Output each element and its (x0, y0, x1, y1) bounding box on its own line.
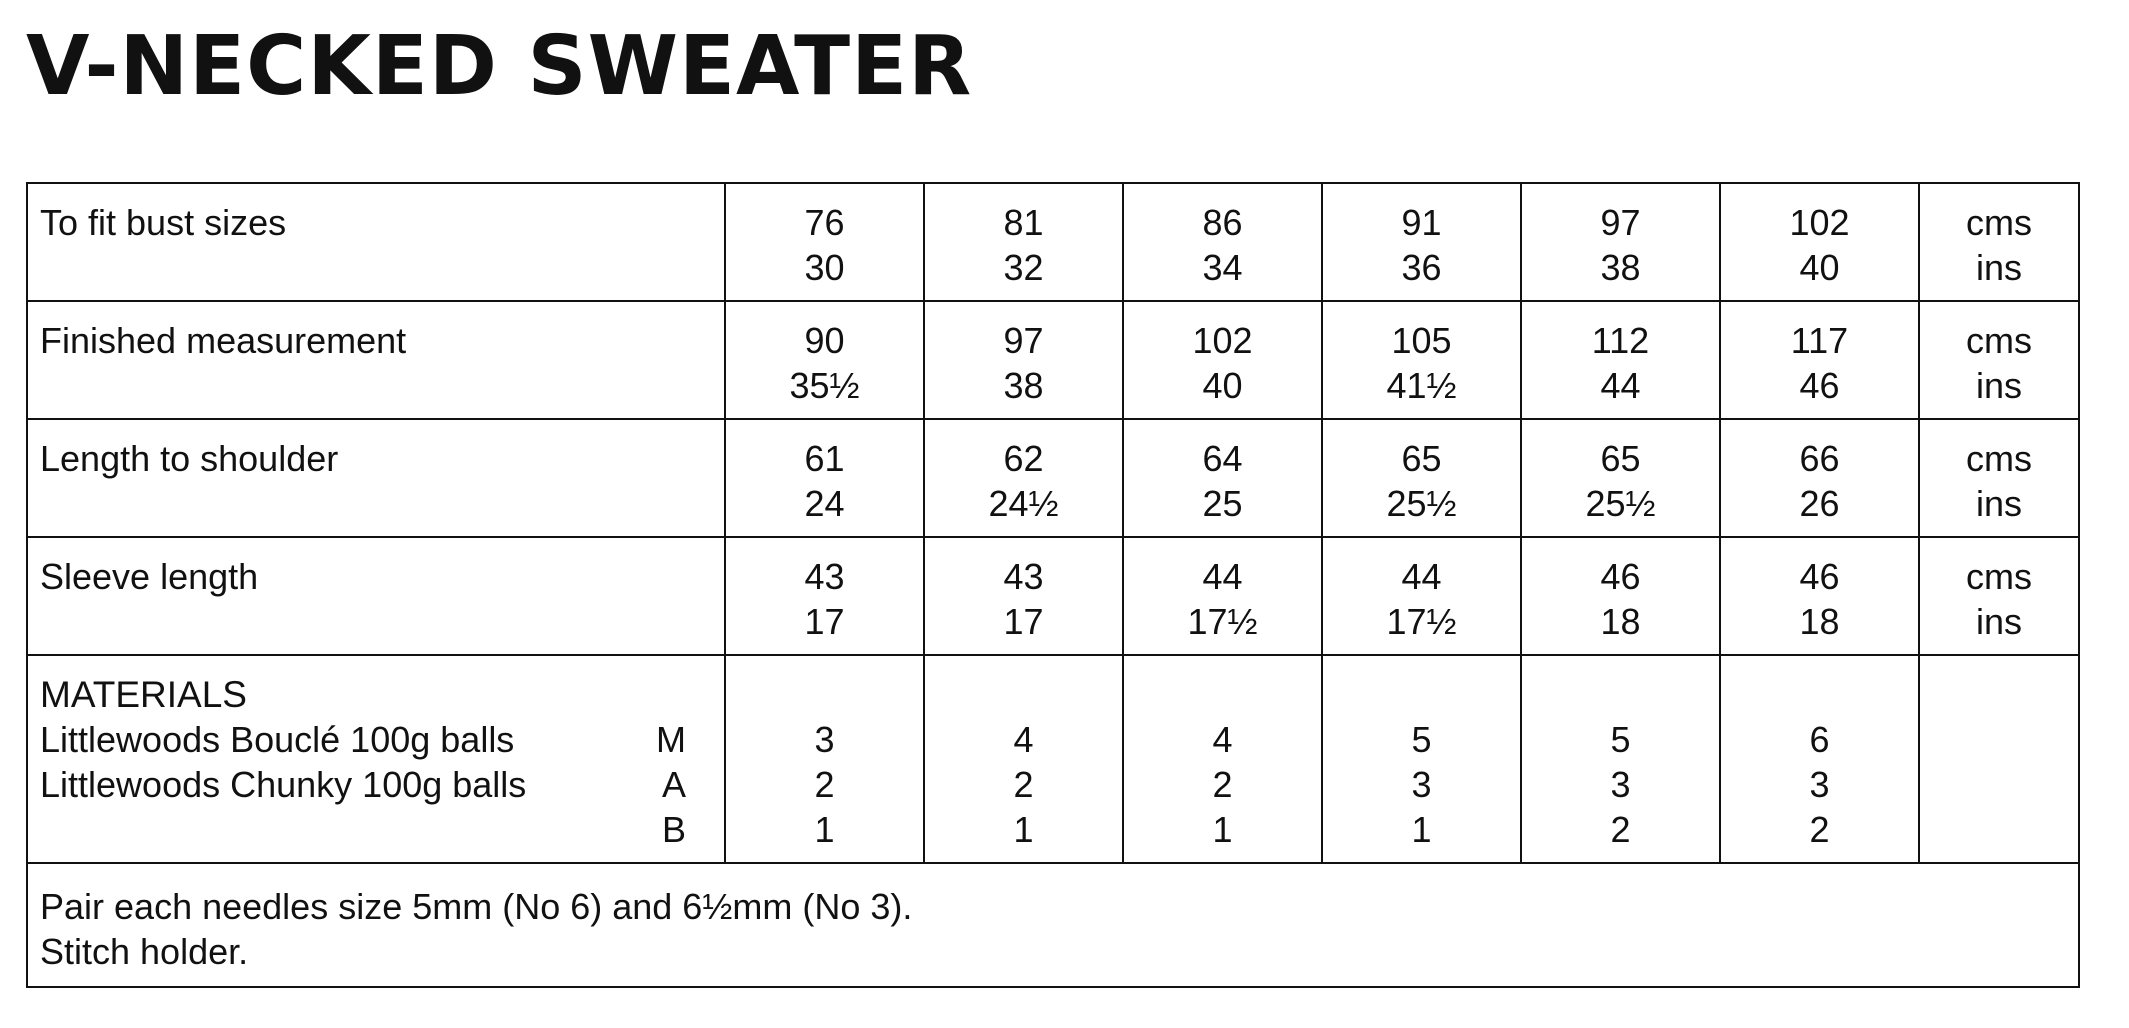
ball-count: 2 (1610, 809, 1631, 850)
cms-value: 76 (804, 202, 845, 243)
ins-value: 25½ (1386, 483, 1457, 524)
ball-count: 4 (1013, 719, 1034, 760)
size-cell (725, 419, 924, 537)
page-title: V-NECKED SWEATER (26, 19, 973, 114)
ins-value: 32 (1003, 247, 1044, 288)
ball-count: 3 (1809, 764, 1830, 805)
cms-value: 86 (1202, 202, 1243, 243)
footer-cell (27, 863, 2079, 987)
materials-label-cell (27, 655, 725, 863)
size-cell (1720, 301, 1919, 419)
ins-value: 17½ (1386, 601, 1457, 642)
unit-cell (1919, 419, 2079, 537)
cms-value: 90 (804, 320, 845, 361)
ball-count: 5 (1411, 719, 1432, 760)
ins-value: 30 (804, 247, 845, 288)
table-row (27, 419, 2079, 537)
ball-count: 1 (814, 809, 835, 850)
size-cell (1123, 537, 1322, 655)
ins-value: 40 (1799, 247, 1840, 288)
materials-cell (1322, 655, 1521, 863)
ins-value: 44 (1600, 365, 1641, 406)
size-cell (924, 537, 1123, 655)
ins-value: 46 (1799, 365, 1840, 406)
cms-value: 43 (804, 556, 845, 597)
material-name: Littlewoods Chunky 100g balls (40, 764, 527, 805)
size-cell (924, 301, 1123, 419)
size-cell (725, 183, 924, 301)
ins-value: 38 (1600, 247, 1641, 288)
unit-ins: ins (1975, 365, 2023, 406)
materials-cell (924, 655, 1123, 863)
table-row (27, 537, 2079, 655)
ball-count: 5 (1610, 719, 1631, 760)
material-line (40, 717, 724, 762)
cms-value: 81 (1003, 202, 1044, 243)
ball-count: 3 (814, 719, 835, 760)
size-cell (1322, 537, 1521, 655)
empty-unit-cell (1919, 655, 2079, 863)
unit-cms: cms (1966, 202, 2032, 243)
cms-value: 97 (1003, 320, 1044, 361)
size-cell (1123, 301, 1322, 419)
size-cell (924, 419, 1123, 537)
cms-value: 91 (1401, 202, 1442, 243)
footer-row (27, 863, 2079, 987)
materials-cell (1521, 655, 1720, 863)
size-table (26, 182, 2080, 988)
materials-heading: MATERIALS (40, 674, 247, 715)
ins-value: 25½ (1585, 483, 1656, 524)
ins-value: 25 (1202, 483, 1243, 524)
size-cell (1521, 537, 1720, 655)
unit-cms: cms (1966, 438, 2032, 479)
unit-cell (1919, 301, 2079, 419)
cms-value: 102 (1192, 320, 1253, 361)
material-name: Littlewoods Bouclé 100g balls (40, 719, 515, 760)
ball-count: 2 (1212, 764, 1233, 805)
size-cell (924, 183, 1123, 301)
row-label: Length to shoulder (27, 419, 725, 537)
cms-value: 102 (1789, 202, 1850, 243)
material-code: B (661, 809, 686, 850)
size-cell (1521, 419, 1720, 537)
ins-value: 24 (804, 483, 845, 524)
unit-ins: ins (1975, 483, 2023, 524)
cms-value: 43 (1003, 556, 1044, 597)
ins-value: 18 (1600, 601, 1641, 642)
size-cell (725, 301, 924, 419)
cms-value: 62 (1003, 438, 1044, 479)
unit-cms: cms (1966, 556, 2032, 597)
materials-cell (1123, 655, 1322, 863)
size-cell (1720, 537, 1919, 655)
ins-value: 36 (1401, 247, 1442, 288)
size-cell (1521, 301, 1720, 419)
ball-count: 2 (814, 764, 835, 805)
size-cell (1720, 419, 1919, 537)
size-cell (1720, 183, 1919, 301)
holder-line: Stitch holder. (40, 931, 249, 972)
cms-value: 46 (1600, 556, 1641, 597)
ins-value: 38 (1003, 365, 1044, 406)
ball-count: 6 (1809, 719, 1830, 760)
table-row (27, 183, 2079, 301)
ins-value: 17 (804, 601, 845, 642)
size-cell (1521, 183, 1720, 301)
cms-value: 61 (804, 438, 845, 479)
material-line (40, 807, 724, 852)
ball-count: 1 (1212, 809, 1233, 850)
material-code: M (656, 719, 686, 760)
size-cell (1123, 183, 1322, 301)
needles-line: Pair each needles size 5mm (No 6) and 6½mm (No 3). (40, 886, 913, 927)
cms-value: 44 (1202, 556, 1243, 597)
cms-value: 46 (1799, 556, 1840, 597)
cms-value: 97 (1600, 202, 1641, 243)
ins-value: 35½ (789, 365, 860, 406)
cms-value: 105 (1391, 320, 1452, 361)
unit-ins: ins (1975, 247, 2023, 288)
ins-value: 18 (1799, 601, 1840, 642)
table-row (27, 301, 2079, 419)
ins-value: 26 (1799, 483, 1840, 524)
cms-value: 65 (1600, 438, 1641, 479)
ins-value: 17 (1003, 601, 1044, 642)
size-cell (1322, 419, 1521, 537)
size-cell (1123, 419, 1322, 537)
ball-count: 3 (1411, 764, 1432, 805)
cms-value: 117 (1790, 320, 1849, 361)
ball-count: 4 (1212, 719, 1233, 760)
cms-value: 65 (1401, 438, 1442, 479)
cms-value: 112 (1591, 320, 1650, 361)
ball-count: 1 (1411, 809, 1432, 850)
unit-cell (1919, 183, 2079, 301)
row-label: To fit bust sizes (27, 183, 725, 301)
unit-ins: ins (1975, 601, 2023, 642)
ins-value: 40 (1202, 365, 1243, 406)
ball-count: 2 (1809, 809, 1830, 850)
ins-value: 24½ (988, 483, 1059, 524)
row-label: Finished measurement (27, 301, 725, 419)
materials-row (27, 655, 2079, 863)
ball-count: 1 (1013, 809, 1034, 850)
materials-cell (1720, 655, 1919, 863)
unit-cell (1919, 537, 2079, 655)
size-cell (1322, 183, 1521, 301)
row-label: Sleeve length (27, 537, 725, 655)
size-cell (1322, 301, 1521, 419)
ins-value: 17½ (1187, 601, 1258, 642)
cms-value: 44 (1401, 556, 1442, 597)
cms-value: 64 (1202, 438, 1243, 479)
materials-cell (725, 655, 924, 863)
size-cell (725, 537, 924, 655)
ball-count: 2 (1013, 764, 1034, 805)
material-code: A (661, 764, 686, 805)
ball-count: 3 (1610, 764, 1631, 805)
ins-value: 41½ (1386, 365, 1457, 406)
cms-value: 66 (1799, 438, 1840, 479)
ins-value: 34 (1202, 247, 1243, 288)
unit-cms: cms (1966, 320, 2032, 361)
material-line (40, 762, 724, 807)
